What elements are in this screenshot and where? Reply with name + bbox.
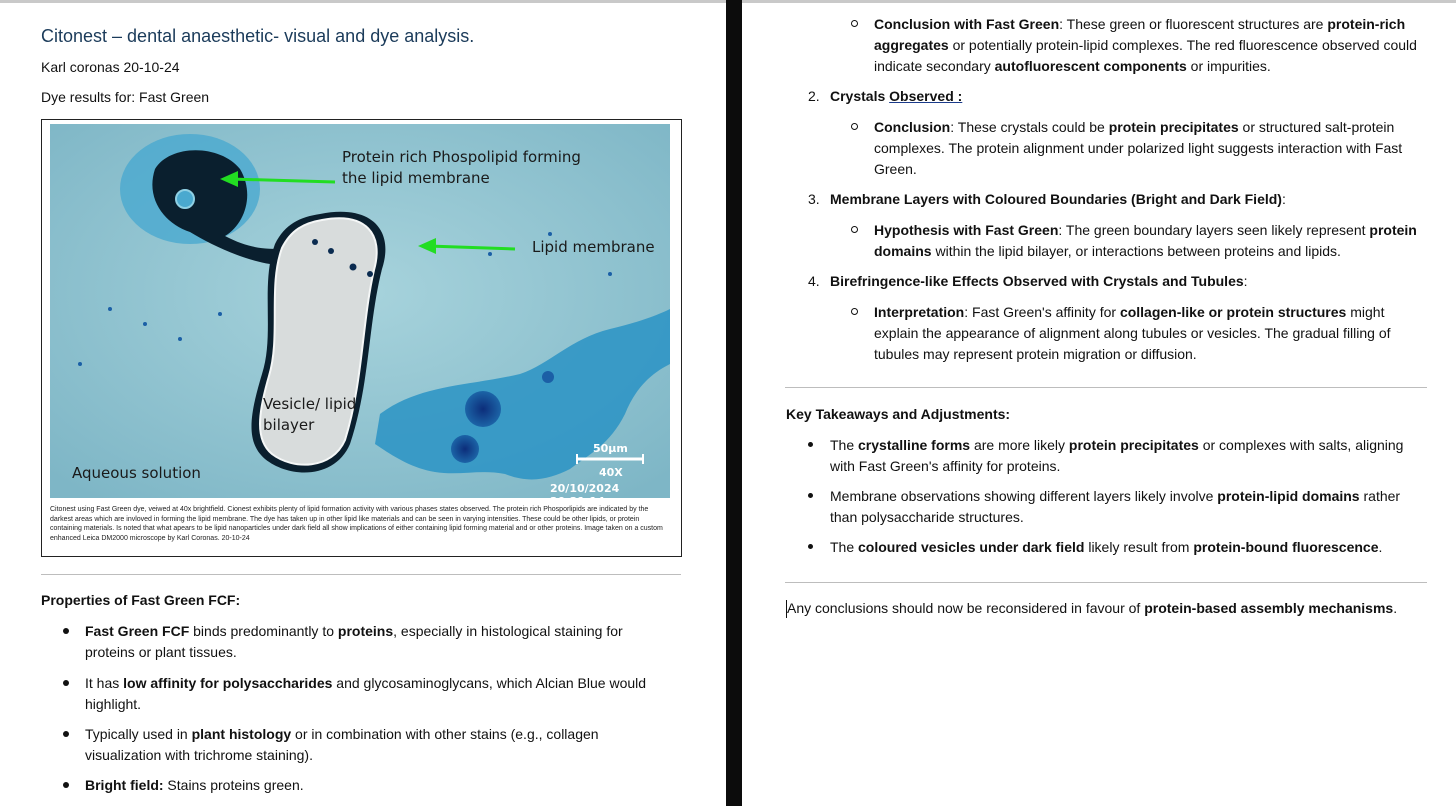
bullet-icon xyxy=(808,442,813,447)
heading-membrane-layers[interactable]: Membrane Layers with Coloured Boundaries (Bright and Dark Field): xyxy=(830,191,1286,207)
takeaway-item-3[interactable]: The coloured vesicles under dark field likely result from protein-bound fluorescence. xyxy=(830,539,1383,555)
bullet-icon xyxy=(63,731,69,737)
label-vesicle-line1: Vesicle/ lipid xyxy=(263,395,357,413)
label-aqueous-solution: Aqueous solution xyxy=(72,464,201,482)
sub-bullet-icon xyxy=(851,20,858,27)
bullet-icon xyxy=(63,680,69,686)
heading-crystals-observed[interactable]: Crystals Observed : xyxy=(830,88,963,104)
interpretation-birefringence[interactable]: Interpretation: Fast Green's affinity for collagen-like or protein structures might explain the appearance of alignment along tubules or vesicles. The gradual filling of tubules may represent protein migration or diffusion. xyxy=(874,304,1391,362)
page-gutter xyxy=(726,0,742,806)
key-takeaways-heading[interactable]: Key Takeaways and Adjustments: xyxy=(786,406,1011,422)
label-lipid-membrane: Lipid membrane xyxy=(532,238,655,256)
page-top-border xyxy=(0,0,726,3)
section-divider xyxy=(785,387,1427,388)
document-page-left xyxy=(0,0,726,806)
sub-bullet-icon xyxy=(851,123,858,130)
hypothesis-fast-green[interactable]: Hypothesis with Fast Green: The green boundary layers seen likely represent protein domains within the lipid bilayer, or interactions between proteins and lipids. xyxy=(874,222,1417,259)
bullet-icon xyxy=(63,628,69,634)
conclusion-fast-green[interactable]: Conclusion with Fast Green: These green or fluorescent structures are protein-rich aggregates or potentially protein-lipid complexes. The red fluorescence observed could indicate secondary autofluorescent components or impurities. xyxy=(874,16,1417,74)
list-number: 3. xyxy=(808,191,820,207)
label-phospholipid-line1: Protein rich Phospolipid forming xyxy=(342,148,581,166)
sub-bullet-icon xyxy=(851,226,858,233)
timestamp-label: 20/10/2024 20:21:14 xyxy=(550,482,620,508)
bullet-icon xyxy=(63,782,69,788)
properties-heading[interactable]: Properties of Fast Green FCF: xyxy=(41,592,241,608)
heading-birefringence[interactable]: Birefringence-like Effects Observed with Crystals and Tubules: xyxy=(830,273,1248,289)
property-item-1[interactable]: Fast Green FCF binds predominantly to proteins, especially in histological staining for proteins or plant tissues. xyxy=(85,623,623,660)
document-page-right xyxy=(742,0,1456,806)
property-item-3[interactable]: Typically used in plant histology or in combination with other stains (e.g., collagen visualization with trichrome staining). xyxy=(85,726,599,763)
final-conclusion[interactable]: Any conclusions should now be reconsidered in favour of protein-based assembly mechanisms. xyxy=(787,600,1398,616)
takeaway-item-1[interactable]: The crystalline forms are more likely protein precipitates or complexes with salts, aligning with Fast Green's affinity for proteins. xyxy=(830,437,1404,474)
takeaway-item-2[interactable]: Membrane observations showing different layers likely involve protein-lipid domains rather than polysaccharide structures. xyxy=(830,488,1401,525)
section-divider xyxy=(41,574,681,575)
document-title[interactable]: Citonest – dental anaesthetic- visual and dye analysis. xyxy=(41,26,475,46)
bullet-icon xyxy=(808,544,813,549)
micrograph-image xyxy=(50,124,670,508)
section-divider xyxy=(785,582,1427,583)
page-top-border xyxy=(742,0,1456,3)
label-vesicle-line2: bilayer xyxy=(263,416,315,434)
list-number: 2. xyxy=(808,88,820,104)
microscope-figure[interactable] xyxy=(41,119,682,557)
sub-bullet-icon xyxy=(851,308,858,315)
property-item-4[interactable]: Bright field: Stains proteins green. xyxy=(85,777,304,793)
scale-bar-label: 50µm xyxy=(593,442,628,455)
figure-caption: Citonest using Fast Green dye, veiwed at 40x brightfield. Cionest exhibits plenty of lipid formation activity with various phases states observed. The protein rich Phosporlipids are indicated by the darkest areas which are invloved in forming the lipid membrane. The dye has taken up in other lipid like materials and can be seen in varying intensities. These could be other lipids, or protein containing materials. Is noted that what apears to be lipid nanoparticles under dark field all show implications of either containing lipid forming material and or other proteins. Image taken on a custom enhanced Leica DM2000 microscope by Karl Coronas. 20-10-24 xyxy=(50,506,663,542)
dye-results-line[interactable]: Dye results for: Fast Green xyxy=(41,89,210,105)
conclusion-crystals[interactable]: Conclusion: These crystals could be protein precipitates or structured salt-protein complexes. The protein alignment under polarized light suggests interaction with Fast Green. xyxy=(874,119,1403,177)
magnification-label: 40X xyxy=(599,466,623,479)
property-item-2[interactable]: It has low affinity for polysaccharides and glycosaminoglycans, which Alcian Blue would highlight. xyxy=(85,675,647,712)
author-date-line[interactable]: Karl coronas 20-10-24 xyxy=(41,59,180,75)
bullet-icon xyxy=(808,493,813,498)
list-number: 4. xyxy=(808,273,820,289)
label-phospholipid-line2: the lipid membrane xyxy=(342,169,490,187)
